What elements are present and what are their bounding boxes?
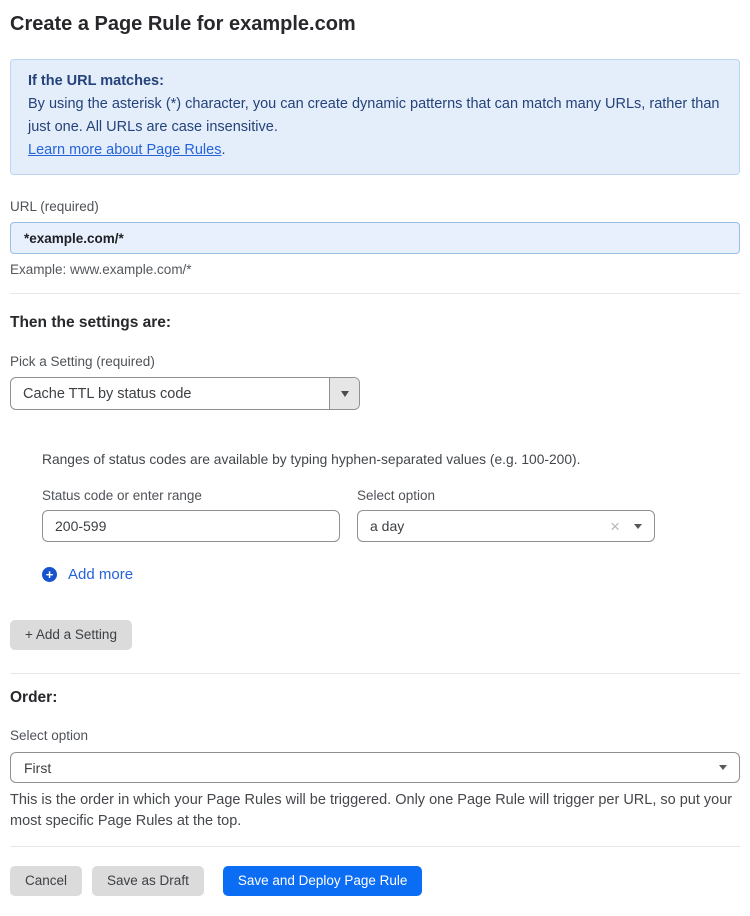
ttl-select-label: Select option bbox=[357, 488, 436, 503]
ttl-select-value: a day bbox=[370, 518, 405, 534]
divider bbox=[10, 293, 740, 294]
clear-icon[interactable]: × bbox=[610, 516, 620, 536]
order-select[interactable] bbox=[10, 752, 740, 783]
add-more-label: Add more bbox=[68, 566, 134, 583]
order-select-value: First bbox=[24, 759, 52, 776]
info-box-link-line bbox=[28, 139, 722, 162]
status-code-row bbox=[42, 488, 740, 542]
url-input[interactable] bbox=[10, 222, 740, 254]
divider bbox=[10, 673, 740, 674]
status-code-column bbox=[42, 488, 340, 542]
url-example-hint: Example: www.example.com/* bbox=[10, 262, 192, 277]
info-box-heading: If the URL matches: bbox=[28, 73, 164, 89]
order-select-label: Select option bbox=[10, 728, 89, 743]
ttl-select-column bbox=[357, 488, 655, 542]
save-deploy-button[interactable]: Save and Deploy Page Rule bbox=[223, 866, 423, 896]
setting-select-caret-button[interactable] bbox=[329, 378, 359, 409]
setting-select-value: Cache TTL by status code bbox=[23, 385, 192, 402]
info-box-body: By using the asterisk (*) character, you can create dynamic patterns that can match many URLs, rather than just one. All URLs are case insensitive. bbox=[28, 96, 720, 135]
footer-actions bbox=[10, 866, 740, 896]
link-period: . bbox=[221, 142, 226, 158]
ttl-select-icons bbox=[610, 518, 642, 535]
setting-select[interactable] bbox=[10, 377, 360, 410]
pick-setting-label: Pick a Setting (required) bbox=[10, 354, 155, 369]
plus-circle-icon: + bbox=[42, 567, 57, 582]
setting-detail-panel bbox=[42, 452, 740, 584]
status-code-input[interactable] bbox=[42, 510, 340, 542]
cancel-button[interactable]: Cancel bbox=[10, 866, 82, 896]
status-code-label: Status code or enter range bbox=[42, 488, 202, 503]
url-match-info-box bbox=[10, 59, 740, 175]
ttl-select[interactable] bbox=[357, 510, 655, 542]
settings-heading: Then the settings are: bbox=[10, 314, 172, 331]
add-setting-button[interactable]: + Add a Setting bbox=[10, 620, 132, 650]
chevron-down-icon bbox=[341, 391, 349, 397]
chevron-down-icon[interactable] bbox=[634, 524, 642, 529]
page-title: Create a Page Rule for example.com bbox=[10, 13, 356, 35]
order-description: This is the order in which your Page Rules will be triggered. Only one Page Rule will trigger per URL, so put your most specific Page Rules at the top. bbox=[10, 792, 733, 829]
learn-more-link[interactable]: Learn more about Page Rules bbox=[28, 142, 222, 158]
add-more-button[interactable] bbox=[42, 566, 133, 583]
order-heading: Order: bbox=[10, 689, 58, 706]
url-label: URL (required) bbox=[10, 199, 99, 214]
save-draft-button[interactable]: Save as Draft bbox=[92, 866, 204, 896]
ranges-hint: Ranges of status codes are available by typing hyphen-separated values (e.g. 100-200). bbox=[42, 452, 581, 467]
chevron-down-icon bbox=[719, 765, 727, 770]
divider bbox=[10, 846, 740, 847]
